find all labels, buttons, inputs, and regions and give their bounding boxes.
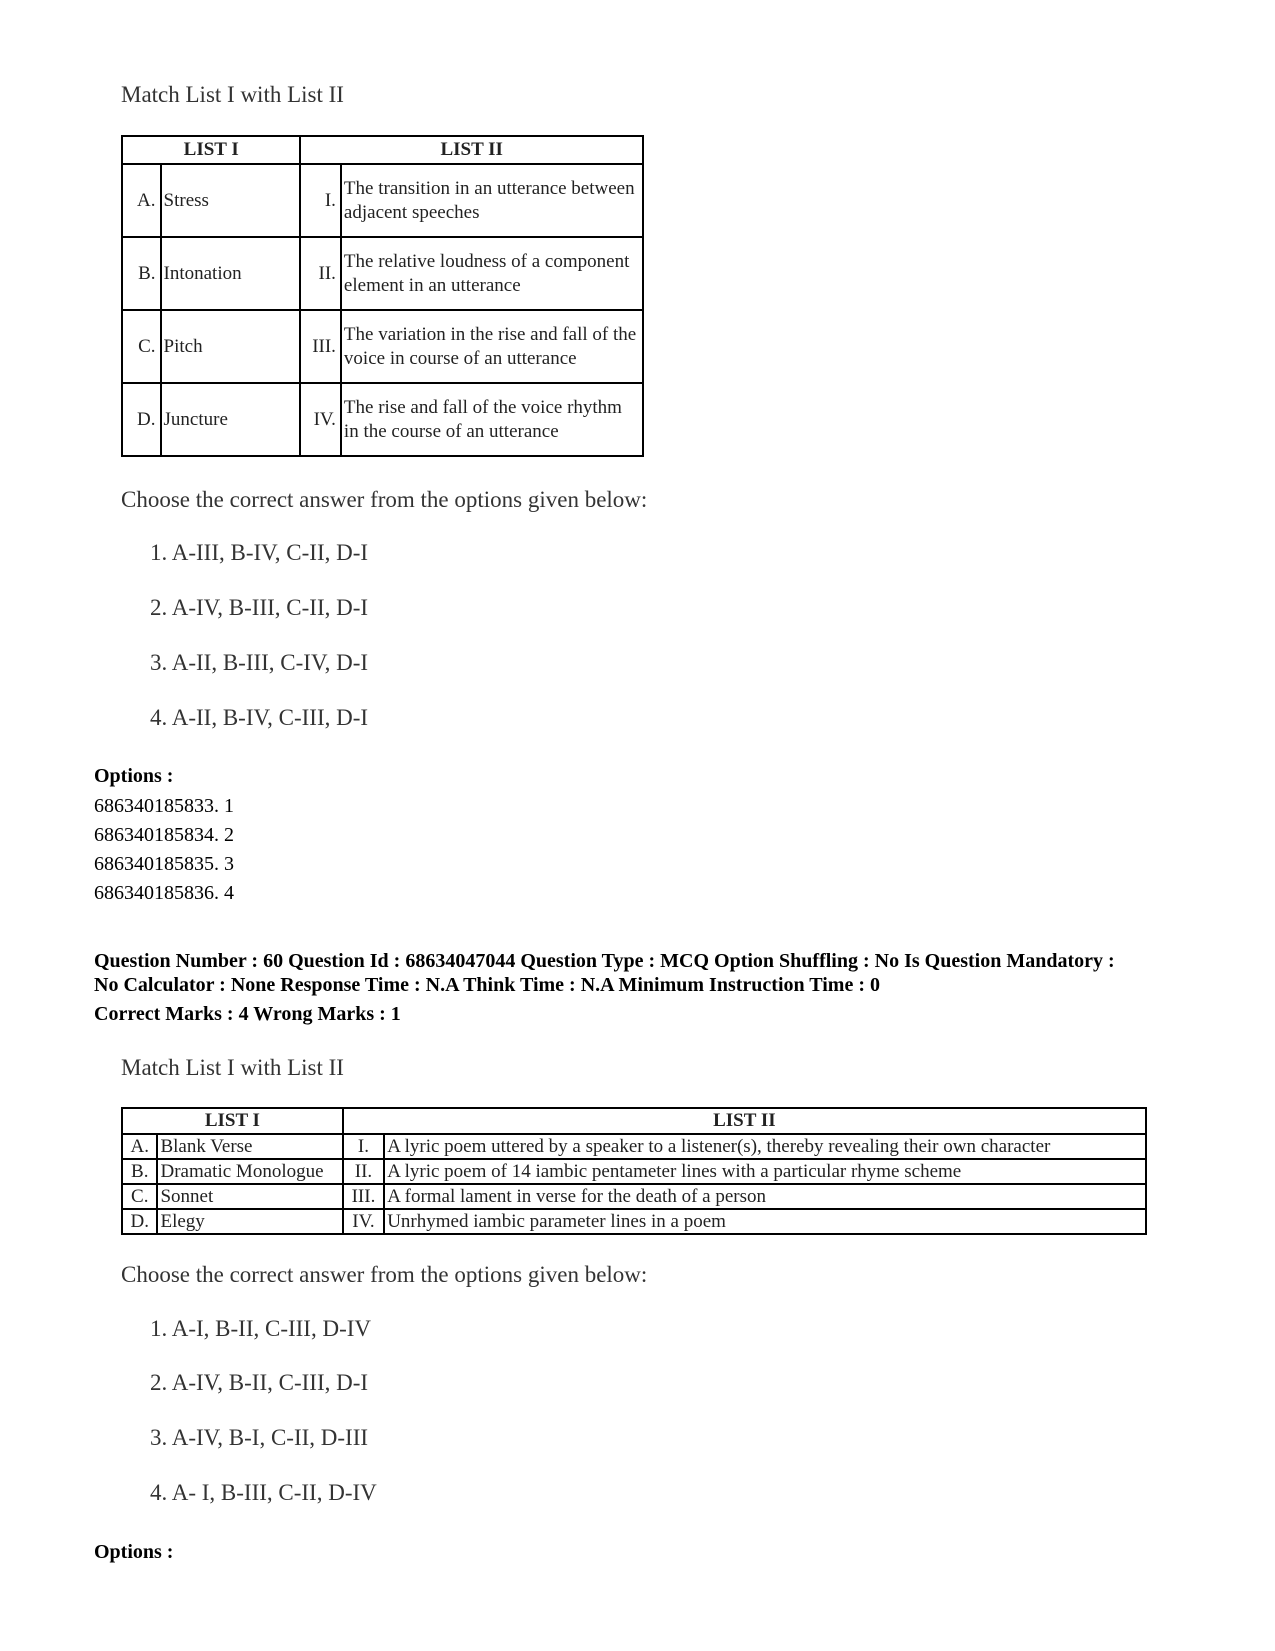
answer-choice: 1. A-III, B-IV, C-II, D-I (150, 540, 369, 565)
answer-choice: 3. A-II, B-III, C-IV, D-I (150, 650, 369, 675)
row-roman: I. (300, 164, 341, 237)
question-marks-line: Correct Marks : 4 Wrong Marks : 1 (94, 1003, 401, 1025)
row-roman: II. (300, 237, 341, 310)
row-term: Dramatic Monologue (157, 1159, 342, 1184)
answer-choice: 4. A- I, B-III, C-II, D-IV (150, 1480, 377, 1505)
row-term: Intonation (161, 237, 301, 310)
list2-header: LIST II (300, 136, 643, 164)
row-roman: III. (343, 1184, 384, 1209)
row-desc: The relative loudness of a component element in an utterance (341, 237, 643, 310)
question-meta-line: Question Number : 60 Question Id : 68634047044 Question Type : MCQ Option Shuffling : No Is Question Mandatory : (94, 950, 1115, 972)
q59-match-table (121, 135, 644, 457)
table-header-row (122, 1108, 1146, 1134)
options-label: Options : (94, 1541, 174, 1563)
row-desc: A formal lament in verse for the death of a person (384, 1184, 1146, 1209)
row-letter: A. (122, 164, 161, 237)
answer-choice: 1. A-I, B-II, C-III, D-IV (150, 1316, 371, 1341)
option-id: 686340185833. 1 (94, 795, 234, 817)
table-row (122, 383, 643, 456)
list2-header: LIST II (343, 1108, 1146, 1134)
row-term: Elegy (157, 1209, 342, 1234)
q60-instruction: Match List I with List II (121, 1055, 344, 1080)
row-term: Stress (161, 164, 301, 237)
row-desc: Unrhymed iambic parameter lines in a poem (384, 1209, 1146, 1234)
row-roman: II. (343, 1159, 384, 1184)
row-desc: A lyric poem uttered by a speaker to a listener(s), thereby revealing their own character (384, 1134, 1146, 1159)
option-id: 686340185834. 2 (94, 824, 234, 846)
row-letter: D. (122, 383, 161, 456)
row-desc: The transition in an utterance between adjacent speeches (341, 164, 643, 237)
list1-header: LIST I (122, 136, 300, 164)
answer-choice: 4. A-II, B-IV, C-III, D-I (150, 705, 369, 730)
row-desc: A lyric poem of 14 iambic pentameter lines with a particular rhyme scheme (384, 1159, 1146, 1184)
question-meta-line: No Calculator : None Response Time : N.A Think Time : N.A Minimum Instruction Time : 0 (94, 974, 880, 996)
q59-choose-text: Choose the correct answer from the options given below: (121, 487, 648, 512)
option-id: 686340185835. 3 (94, 853, 234, 875)
row-roman: IV. (343, 1209, 384, 1234)
table-header-row (122, 136, 643, 164)
table-row (122, 310, 643, 383)
table-row (122, 1134, 1146, 1159)
row-term: Pitch (161, 310, 301, 383)
table-row (122, 1184, 1146, 1209)
options-label: Options : (94, 765, 174, 787)
q60-match-table (121, 1107, 1147, 1235)
q60-choose-text: Choose the correct answer from the options given below: (121, 1262, 648, 1287)
row-desc: The rise and fall of the voice rhythm in the course of an utterance (341, 383, 643, 456)
list1-header: LIST I (122, 1108, 343, 1134)
row-letter: D. (122, 1209, 157, 1234)
answer-choice: 2. A-IV, B-II, C-III, D-I (150, 1370, 369, 1395)
row-desc: The variation in the rise and fall of the voice in course of an utterance (341, 310, 643, 383)
table-row (122, 164, 643, 237)
option-id: 686340185836. 4 (94, 882, 234, 904)
table-row (122, 1159, 1146, 1184)
row-roman: IV. (300, 383, 341, 456)
row-letter: B. (122, 237, 161, 310)
answer-choice: 3. A-IV, B-I, C-II, D-III (150, 1425, 369, 1450)
row-term: Blank Verse (157, 1134, 342, 1159)
row-roman: I. (343, 1134, 384, 1159)
table-row (122, 237, 643, 310)
row-term: Sonnet (157, 1184, 342, 1209)
row-letter: A. (122, 1134, 157, 1159)
answer-choice: 2. A-IV, B-III, C-II, D-I (150, 595, 369, 620)
row-term: Juncture (161, 383, 301, 456)
row-letter: C. (122, 310, 161, 383)
row-letter: B. (122, 1159, 157, 1184)
q59-instruction: Match List I with List II (121, 82, 344, 107)
row-letter: C. (122, 1184, 157, 1209)
row-roman: III. (300, 310, 341, 383)
table-row (122, 1209, 1146, 1234)
